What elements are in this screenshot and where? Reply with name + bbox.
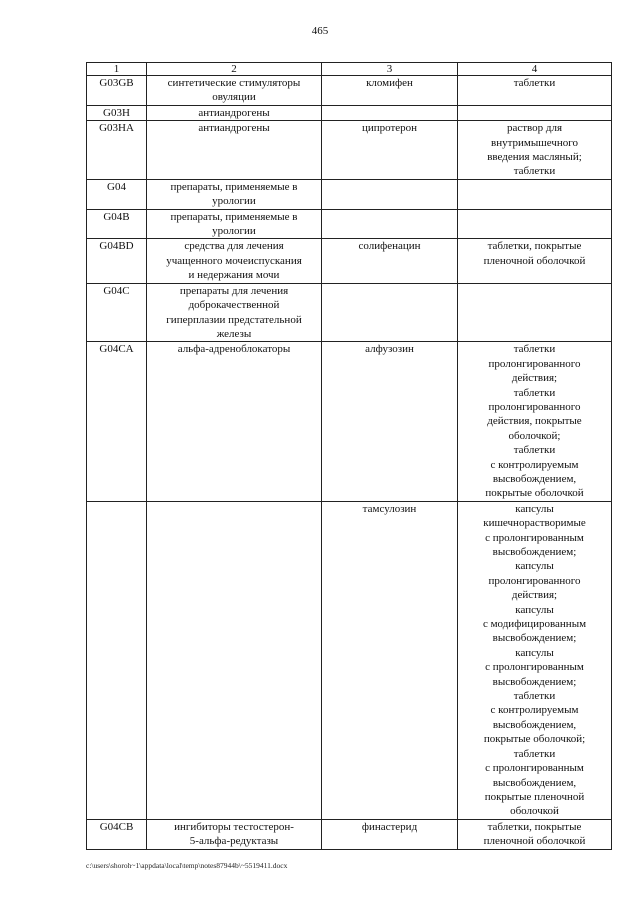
footer-file-path: c:\users\shoroh~1\appdata\local\temp\notes87944b\~5519411.docx xyxy=(86,861,288,870)
table-row xyxy=(87,283,612,342)
form-cell: таблетки xyxy=(458,76,612,106)
group-cell xyxy=(147,501,322,819)
atc-code-cell: G04B xyxy=(87,209,147,239)
atc-code-cell: G04CB xyxy=(87,819,147,849)
drug-cell: кломифен xyxy=(322,76,458,106)
group-cell: препараты, применяемые в урологии xyxy=(147,179,322,209)
atc-code-cell: G04CA xyxy=(87,342,147,501)
form-cell: таблетки, покрытые пленочной оболочкой xyxy=(458,239,612,283)
table-header-row xyxy=(87,63,612,76)
table-row xyxy=(87,209,612,239)
drug-cell: ципротерон xyxy=(322,121,458,180)
drug-cell xyxy=(322,105,458,120)
drug-cell xyxy=(322,283,458,342)
atc-code-cell xyxy=(87,501,147,819)
drug-cell: финастерид xyxy=(322,819,458,849)
form-cell xyxy=(458,105,612,120)
atc-code-cell: G04BD xyxy=(87,239,147,283)
atc-code-cell: G03H xyxy=(87,105,147,120)
group-cell: препараты для лечения доброкачественной гиперплазии предстательной железы xyxy=(147,283,322,342)
table-row xyxy=(87,239,612,283)
form-cell xyxy=(458,179,612,209)
drug-cell: солифенацин xyxy=(322,239,458,283)
table-row xyxy=(87,819,612,849)
atc-code-cell: G03HA xyxy=(87,121,147,180)
drug-table xyxy=(86,62,612,850)
group-cell: средства для лечения учащенного мочеиспускания и недержания мочи xyxy=(147,239,322,283)
group-cell: ингибиторы тестостерон- 5-альфа-редуктазы xyxy=(147,819,322,849)
form-cell xyxy=(458,209,612,239)
drug-cell xyxy=(322,179,458,209)
header-cell: 2 xyxy=(147,63,322,76)
table-row xyxy=(87,179,612,209)
header-cell: 4 xyxy=(458,63,612,76)
header-cell: 3 xyxy=(322,63,458,76)
form-cell: раствор для внутримышечного введения масляный; таблетки xyxy=(458,121,612,180)
form-cell: таблетки пролонгированного действия; таблетки пролонгированного действия, покрытые оболочкой; таблетки с контролируемым высвобождением, покрытые оболочкой xyxy=(458,342,612,501)
group-cell: антиандрогены xyxy=(147,121,322,180)
drug-cell xyxy=(322,209,458,239)
drug-cell: алфузозин xyxy=(322,342,458,501)
header-cell: 1 xyxy=(87,63,147,76)
form-cell: капсулы кишечнорастворимые с пролонгированным высвобождением; капсулы пролонгированного действия; капсулы с модифицированным высвобождением; капсулы с пролонгированным высвобождением; таблетки с контролируемым высвобождением, покрытые оболочкой; таблетки с пролонгированным высвобождением, покрытые пленочной оболочкой xyxy=(458,501,612,819)
table-row xyxy=(87,76,612,106)
group-cell: антиандрогены xyxy=(147,105,322,120)
form-cell xyxy=(458,283,612,342)
drug-cell: тамсулозин xyxy=(322,501,458,819)
atc-code-cell: G03GB xyxy=(87,76,147,106)
table-row xyxy=(87,501,612,819)
table-row xyxy=(87,105,612,120)
table-row xyxy=(87,121,612,180)
group-cell: альфа-адреноблокаторы xyxy=(147,342,322,501)
page-number: 465 xyxy=(311,25,329,37)
group-cell: синтетические стимуляторы овуляции xyxy=(147,76,322,106)
form-cell: таблетки, покрытые пленочной оболочкой xyxy=(458,819,612,849)
table-row xyxy=(87,342,612,501)
group-cell: препараты, применяемые в урологии xyxy=(147,209,322,239)
atc-code-cell: G04 xyxy=(87,179,147,209)
atc-code-cell: G04C xyxy=(87,283,147,342)
